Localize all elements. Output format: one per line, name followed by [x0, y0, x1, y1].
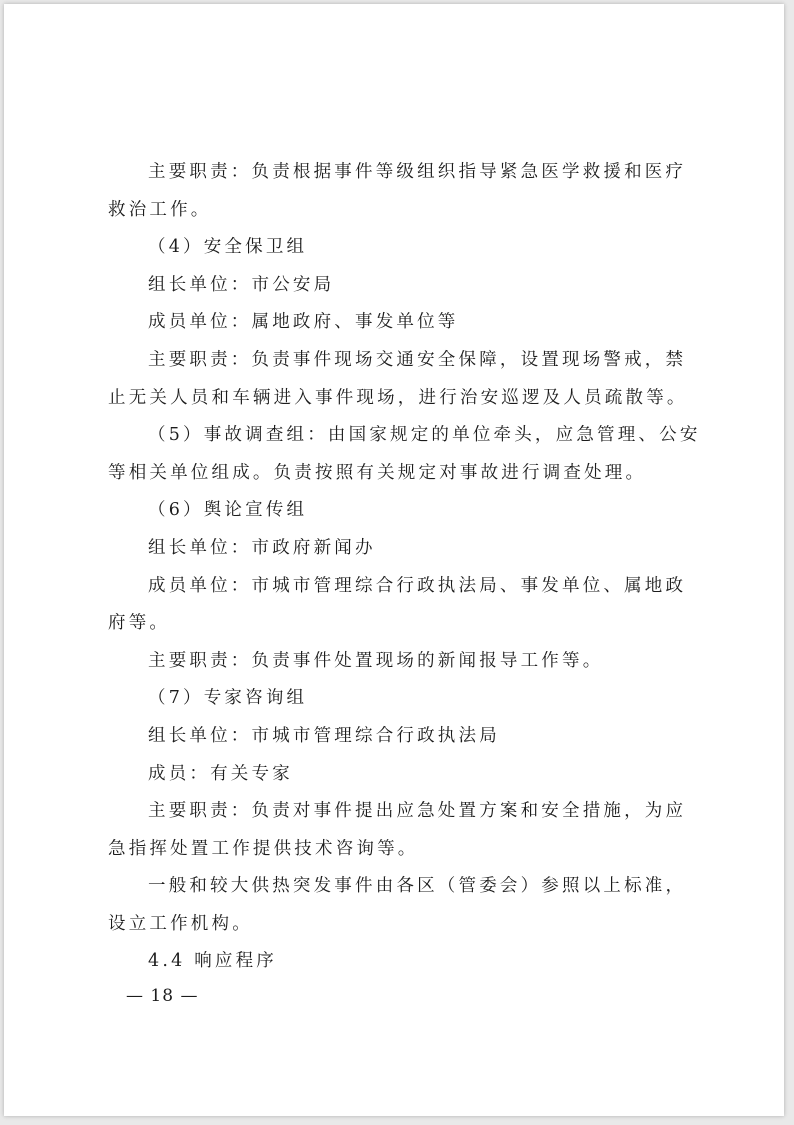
section-heading: （7）专家咨询组 — [148, 688, 308, 709]
text-line: 救治工作。 — [108, 199, 212, 220]
text-line: 急指挥处置工作提供技术咨询等。 — [108, 838, 419, 859]
text-line: 组长单位：市政府新闻办 — [148, 537, 376, 558]
text-line: 主要职责：负责事件处置现场的新闻报导工作等。 — [148, 650, 604, 671]
text-line: 设立工作机构。 — [108, 913, 253, 934]
section-heading: （6）舆论宣传组 — [148, 500, 308, 521]
text-line: 成员单位：属地政府、事发单位等 — [148, 312, 459, 333]
text-line: 止无关人员和车辆进入事件现场，进行治安巡逻及人员疏散等。 — [108, 387, 688, 408]
document-body — [108, 154, 701, 981]
page-number: — 18 — — [126, 986, 199, 1006]
text-line: 组长单位：市公安局 — [148, 274, 335, 295]
text-line: 组长单位：市城市管理综合行政执法局 — [148, 725, 500, 746]
text-line: 府等。 — [108, 613, 171, 634]
section-heading: （5）事故调查组：由国家规定的单位牵头，应急管理、公安 — [148, 425, 701, 446]
text-line: 成员单位：市城市管理综合行政执法局、事发单位、属地政 — [148, 575, 687, 596]
text-line: 等相关单位组成。负责按照有关规定对事故进行调查处理。 — [108, 462, 647, 483]
section-heading: （4）安全保卫组 — [148, 237, 308, 258]
text-line: 主要职责：负责事件现场交通安全保障，设置现场警戒，禁 — [148, 349, 687, 370]
section-heading: 4.4 响应程序 — [148, 951, 277, 972]
document-page — [4, 4, 784, 1116]
text-line: 成员：有关专家 — [148, 763, 293, 784]
text-line: 主要职责：负责根据事件等级组织指导紧急医学救援和医疗 — [148, 162, 687, 182]
text-line: 一般和较大供热突发事件由各区（管委会）参照以上标准， — [148, 876, 687, 897]
text-line: 主要职责：负责对事件提出应急处置方案和安全措施，为应 — [148, 801, 687, 822]
